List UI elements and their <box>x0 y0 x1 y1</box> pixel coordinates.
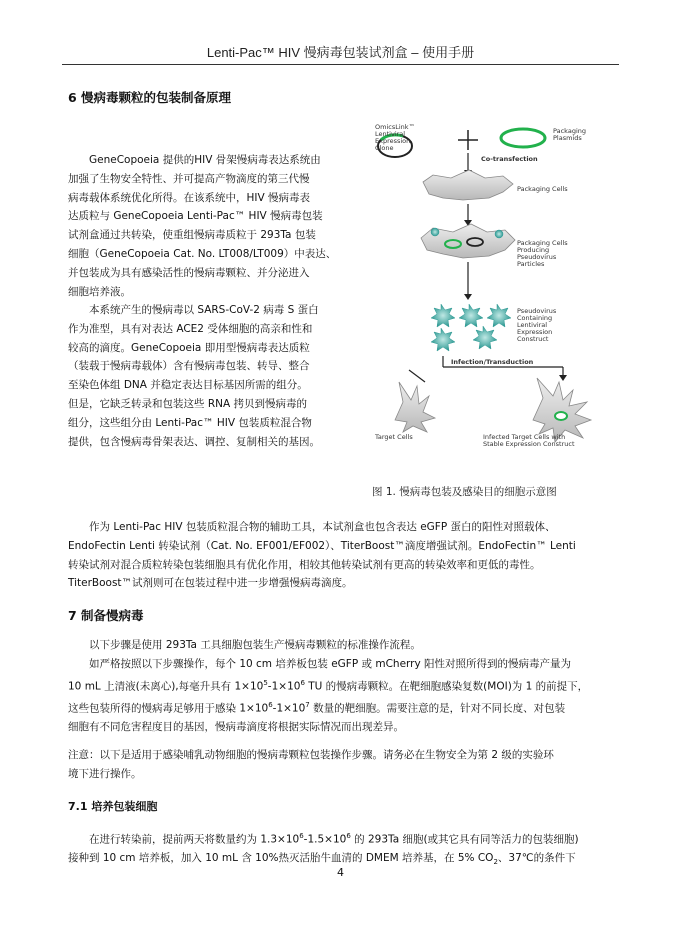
section-7-heading: 7 制备慢病毒 <box>68 608 144 623</box>
text-line: 试剂盒通过共转染，使重组慢病毒质粒于 293Ta 包装 <box>68 229 316 242</box>
text-line: 如严格按照以下步骤操作，每个 10 cm 培养板包装 eGFP 或 mCherry 阳性对照所得到的慢病毒产量为 <box>89 658 572 670</box>
page-number: 4 <box>337 866 344 879</box>
text-line: （装载于慢病毒载体）含有慢病毒包装、转导、整合 <box>68 360 310 373</box>
label-lentiviral: Lentiviral <box>375 130 406 138</box>
pseudovirus-particle <box>431 328 455 351</box>
label-pseudovirus: Construct <box>517 335 549 343</box>
text-line: TiterBoost™试剂则可在包装过程中进一步增强慢病毒滴度。 <box>68 577 353 590</box>
pseudovirus-particle <box>431 304 455 327</box>
page-header: Lenti-Pac™ HIV 慢病毒包装试剂盒 – 使用手册 <box>206 45 475 60</box>
label-producing: Packaging Cells <box>517 239 568 247</box>
pseudovirus-particles <box>431 304 511 351</box>
section-7-note <box>68 746 613 784</box>
diagram-graphics <box>373 120 613 455</box>
text-line: 作为 Lenti-Pac HIV 包装质粒混合物的辅助工具，本试剂盒也包含表达 eGFP 蛋白的阳性对照载体、 <box>89 521 556 533</box>
label-packaging: Packaging <box>553 127 586 135</box>
label-infected-cells: Stable Expression Construct <box>483 440 575 448</box>
label-omicslink: OmicsLink™ <box>375 123 416 131</box>
section-6-heading: 6 慢病毒颗粒的包装制备原理 <box>68 90 232 105</box>
text-line: 细胞（GeneCopoeia Cat. No. LT008/LT009）中表达、 <box>68 247 337 260</box>
text-line: 组分，这些组分由 Lenti-Pac™ HIV 包装质粒混合物 <box>68 416 312 429</box>
text-line: 在进行转染前，提前两天将数量约为 $1.3\times 10^6-1.5\times 10^6$ 的 293Ta 细胞(或其它具有同等活力的包装细胞) <box>89 832 579 846</box>
figure-caption: 图 1. 慢病毒包装及感染目的细胞示意图 <box>372 486 557 498</box>
text-line: 病毒载体系统优化所得。在该系统中，HIV 慢病毒表 <box>68 191 311 204</box>
text-line: 注意：以下是适用于感染哺乳动物细胞的慢病毒颗粒包装操作步骤。请务必在生物安全为第 2 级的实验环 <box>68 749 554 761</box>
lentivirus-packaging-diagram <box>373 120 613 455</box>
label-pseudovirus: Lentiviral <box>517 321 548 329</box>
text-line: GeneCopoeia 提供的HIV 骨架慢病毒表达系统由 <box>89 154 321 166</box>
label-pseudovirus: Containing <box>517 314 553 322</box>
section-7-1-heading: 7.1 培养包装细胞 <box>68 800 158 813</box>
text-line: 但是，它缺乏转录和包装这些 RNA 拷贝到慢病毒的 <box>68 397 308 410</box>
label-producing: Pseudovirus <box>517 253 557 261</box>
text-line: 转染试剂对混合质粒转染包装细胞具有优化作用，相较其他转染试剂有更高的转染效率和更低的毒性。 <box>68 558 541 571</box>
text-line: 并包装成为具有感染活性的慢病毒颗粒、并分泌进入 <box>68 266 310 279</box>
label-pseudovirus: Pseudovirus <box>517 307 557 315</box>
label-plasmids: Plasmids <box>553 134 582 142</box>
text-line: 以下步骤是使用 293Ta 工具细胞包装生产慢病毒颗粒的标准操作流程。 <box>89 639 421 651</box>
pseudovirus-particle <box>473 326 497 349</box>
pseudovirus-particle <box>487 304 511 327</box>
target-cell <box>395 382 435 432</box>
label-packaging-cells: Packaging Cells <box>517 185 568 193</box>
text-line: 较高的滴度。GeneCopoeia 即用型慢病毒表达质粒 <box>68 341 310 354</box>
packaging-cell <box>423 170 513 200</box>
text-line: 达质粒与 GeneCopoeia Lenti-Pac™ HIV 慢病毒包装 <box>68 210 323 223</box>
label-expression: Expression <box>375 137 411 145</box>
label-target-cells: Target Cells <box>375 433 413 441</box>
text-line: EndoFectin Lenti 转染试剂（Cat. No. EF001/EF002）、TiterBoost™滴度增强试剂。EndoFectin™ Lenti <box>68 539 576 552</box>
text-line: 本系统产生的慢病毒以 SARS-CoV-2 病毒 S 蛋白 <box>89 304 319 316</box>
label-producing: Particles <box>517 260 545 268</box>
text-line: 加强了生物安全特性、并可提高产物滴度的第三代慢 <box>68 172 310 185</box>
label-clone: Clone <box>375 144 394 152</box>
text-line: 作为准型，具有对表达 ACE2 受体细胞的高亲和性和 <box>68 322 313 335</box>
header-rule <box>62 64 619 65</box>
packaging-plasmid <box>501 129 545 147</box>
text-line: 10 mL 上清液(未离心),每毫升具有 $1\times 10^5-1\times 10^6$ TU 的慢病毒颗粒。在靶细胞感染复数(MOI)为 1 的前提下， <box>68 678 589 693</box>
pseudovirus-particle <box>459 304 483 327</box>
section-6-paragraph-2 <box>68 301 338 451</box>
section-6-paragraph-3 <box>68 518 613 593</box>
section-7-paragraph-2 <box>68 655 613 737</box>
label-cotransfection: Co-transfection <box>481 155 538 163</box>
section-6-paragraph-1 <box>68 151 338 301</box>
text-line: 提供，包含慢病毒骨架表达、调控、复制相关的基因。 <box>68 435 320 448</box>
section-7-paragraph-1 <box>68 636 613 655</box>
text-line: 细胞有不同危害程度目的基因，慢病毒滴度将根据实际情况而出现差异。 <box>68 721 404 734</box>
label-producing: Producing <box>517 246 550 254</box>
label-pseudovirus: Expression <box>517 328 553 336</box>
text-line: 至染色体组 DNA 并稳定表达目标基因所需的组分。 <box>68 379 308 392</box>
label-infected-cells: Infected Target Cells with <box>483 433 566 441</box>
text-line: 细胞培养液。 <box>68 285 131 298</box>
text-line: 境下进行操作。 <box>68 767 142 780</box>
label-infection: Infection/Transduction <box>451 358 534 366</box>
text-line: 接种到 10 cm 培养板，加入 10 mL 含 10%热灭活胎牛血清的 DMEM 培养基，在 5% $CO_2$、37℃的条件下 <box>68 852 576 867</box>
text-line: 这些包装所得的慢病毒足够用于感染 $1\times 10^6-1\times 10^7$ 数量的靶细胞。需要注意的是，针对不同长度、对包装 <box>68 701 566 715</box>
